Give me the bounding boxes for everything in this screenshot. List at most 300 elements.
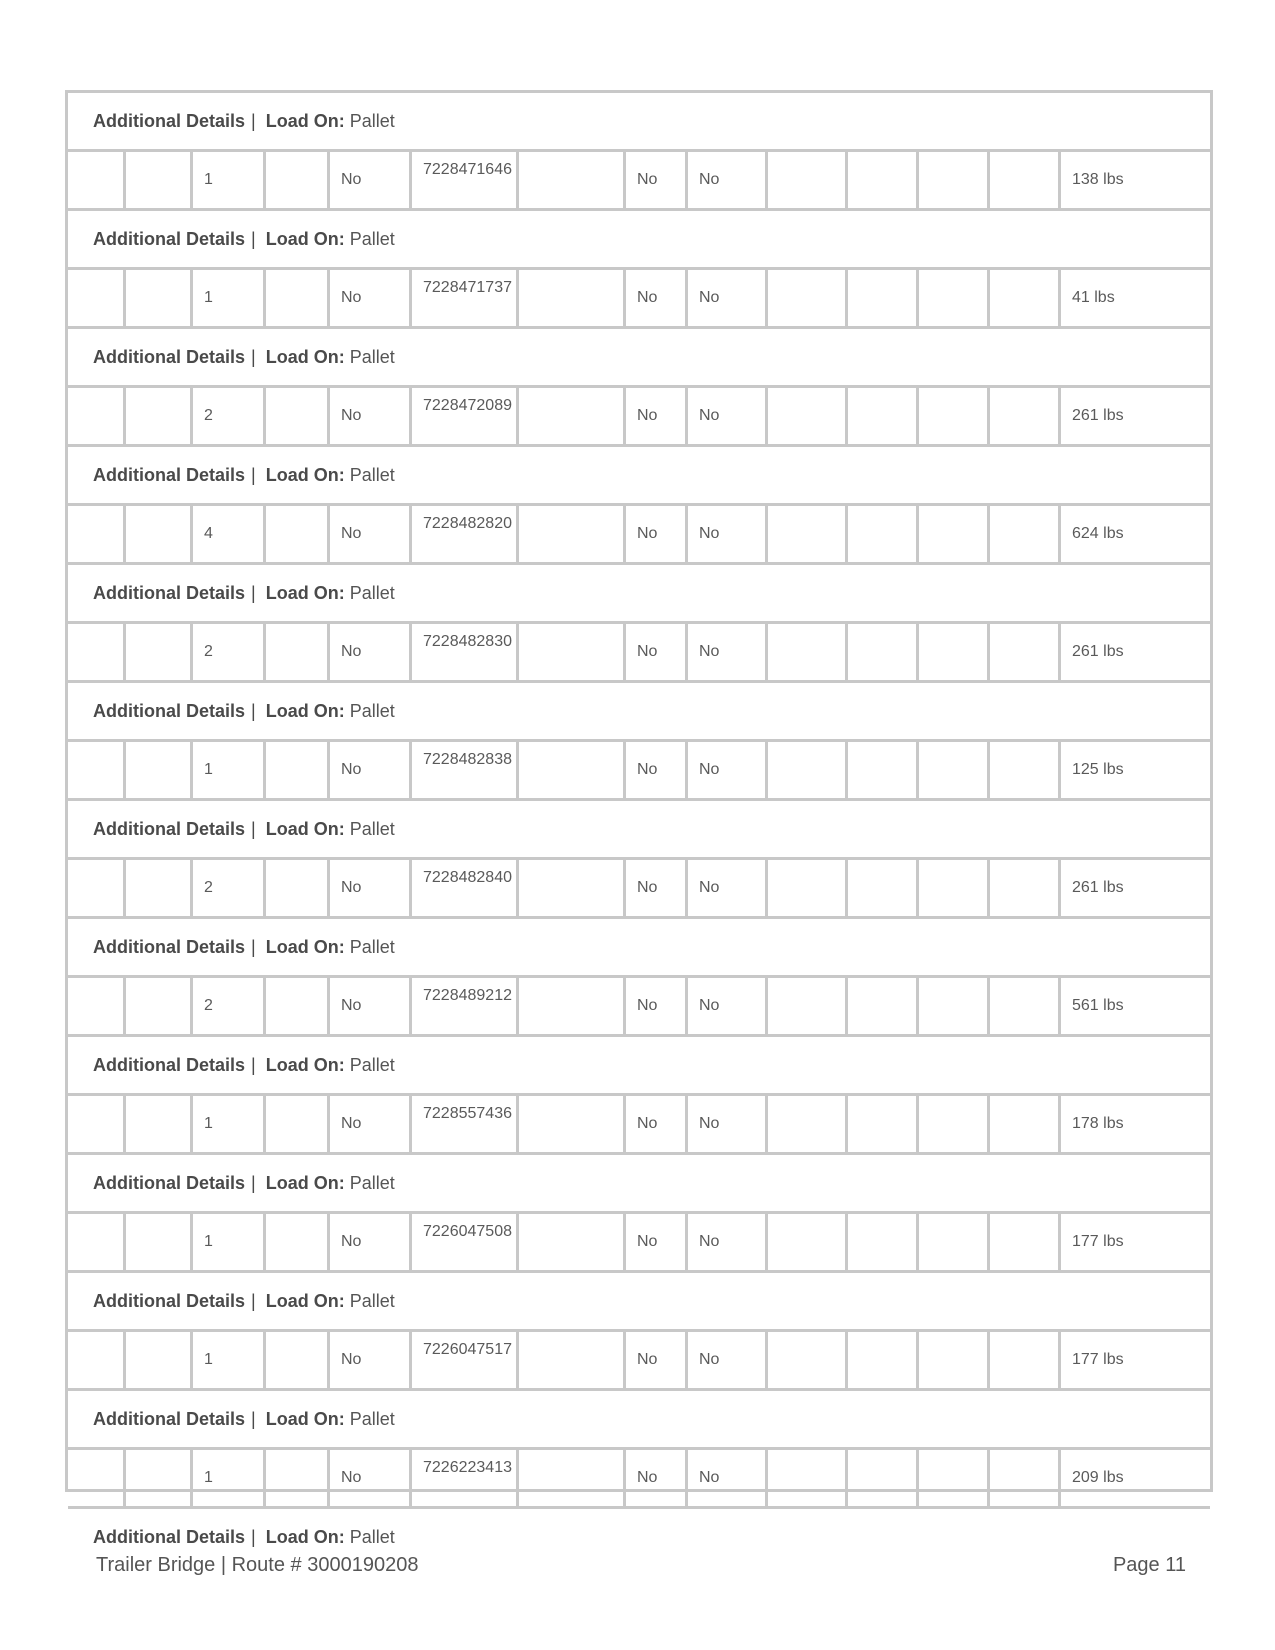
separator: |	[251, 1291, 256, 1311]
cell-value-flag1: No	[341, 643, 362, 660]
load-on-label: Load On:	[265, 1055, 345, 1075]
cell-empty	[519, 152, 623, 208]
cell-empty	[519, 1096, 623, 1152]
load-on-label: Load On:	[265, 701, 345, 721]
cell-empty	[768, 152, 845, 208]
cell-empty	[266, 1450, 327, 1506]
cell-value-weight: 261 lbs	[1072, 879, 1124, 896]
load-on-label: Load On:	[265, 1527, 345, 1547]
cell-value-flag3: No	[699, 1351, 720, 1368]
cell-value-flag2: No	[637, 643, 658, 660]
cell-empty	[768, 742, 845, 798]
cell-empty	[519, 388, 623, 444]
separator: |	[251, 229, 256, 249]
additional-details-label: Additional Details	[93, 1173, 246, 1193]
table-row	[68, 1214, 1210, 1270]
cell-value-flag1: No	[341, 525, 362, 542]
additional-details-text	[93, 329, 395, 385]
cell-flag2	[626, 978, 685, 1034]
cell-value-id: 7228482830	[423, 633, 512, 650]
cell-flag2	[626, 506, 685, 562]
additional-details-label: Additional Details	[93, 1055, 246, 1075]
cell-empty	[919, 1214, 987, 1270]
cell-empty	[848, 270, 916, 326]
load-on-label: Load On:	[265, 465, 345, 485]
additional-details-label: Additional Details	[93, 1291, 246, 1311]
additional-details-label: Additional Details	[93, 347, 246, 367]
additional-details-row	[68, 93, 1210, 149]
cell-flag1	[330, 1214, 409, 1270]
cell-empty	[68, 1214, 123, 1270]
cell-weight	[1061, 152, 1210, 208]
cell-flag1	[330, 1096, 409, 1152]
cell-flag2	[626, 1450, 685, 1506]
load-on-value: Pallet	[349, 111, 395, 131]
separator: |	[251, 1173, 256, 1193]
cell-flag2	[626, 860, 685, 916]
cell-empty	[68, 978, 123, 1034]
cell-value-qty: 2	[204, 643, 213, 660]
cell-empty	[266, 1214, 327, 1270]
cell-empty	[519, 624, 623, 680]
cell-id	[412, 506, 516, 562]
cell-empty	[919, 506, 987, 562]
load-on-value: Pallet	[349, 347, 395, 367]
additional-details-label: Additional Details	[93, 465, 246, 485]
cell-weight	[1061, 1214, 1210, 1270]
cell-id	[412, 1332, 516, 1388]
cell-empty	[919, 1332, 987, 1388]
cell-flag3	[688, 506, 765, 562]
cell-value-weight: 41 lbs	[1072, 289, 1115, 306]
cell-empty	[126, 270, 190, 326]
cell-empty	[266, 978, 327, 1034]
cell-id	[412, 978, 516, 1034]
table-row	[68, 1450, 1210, 1506]
additional-details-label: Additional Details	[93, 229, 246, 249]
load-on-value: Pallet	[349, 937, 395, 957]
cell-weight	[1061, 1096, 1210, 1152]
cell-empty	[919, 978, 987, 1034]
cell-empty	[919, 270, 987, 326]
footer-route: Trailer Bridge | Route # 3000190208	[96, 1554, 419, 1576]
additional-details-label: Additional Details	[93, 701, 246, 721]
separator: |	[251, 583, 256, 603]
additional-details-text	[93, 1273, 395, 1329]
cell-id	[412, 270, 516, 326]
cell-empty	[126, 860, 190, 916]
cell-value-flag2: No	[637, 879, 658, 896]
cell-value-id: 7228471737	[423, 279, 512, 296]
table-row	[68, 1096, 1210, 1152]
cell-qty	[193, 1214, 263, 1270]
load-on-label: Load On:	[265, 937, 345, 957]
cell-empty	[848, 1214, 916, 1270]
cell-weight	[1061, 1450, 1210, 1506]
cell-qty	[193, 742, 263, 798]
additional-details-row	[68, 329, 1210, 385]
cell-flag1	[330, 388, 409, 444]
additional-details-text	[93, 211, 395, 267]
cell-empty	[768, 1332, 845, 1388]
cell-empty	[848, 506, 916, 562]
cell-flag2	[626, 742, 685, 798]
cell-qty	[193, 624, 263, 680]
cell-id	[412, 624, 516, 680]
cell-id	[412, 1096, 516, 1152]
load-on-value: Pallet	[349, 229, 395, 249]
additional-details-label: Additional Details	[93, 1527, 246, 1547]
cell-empty	[68, 506, 123, 562]
additional-details-label: Additional Details	[93, 819, 246, 839]
cell-value-flag1: No	[341, 407, 362, 424]
cell-qty	[193, 388, 263, 444]
additional-details-text	[93, 565, 395, 621]
load-on-label: Load On:	[265, 583, 345, 603]
additional-details-label: Additional Details	[93, 583, 246, 603]
cell-value-weight: 177 lbs	[1072, 1351, 1124, 1368]
cell-empty	[519, 742, 623, 798]
cell-value-weight: 209 lbs	[1072, 1469, 1124, 1486]
additional-details-row	[68, 1037, 1210, 1093]
cell-empty	[519, 506, 623, 562]
cell-empty	[990, 860, 1058, 916]
cell-value-flag3: No	[699, 997, 720, 1014]
shipment-table	[65, 90, 1213, 1547]
additional-details-text	[93, 93, 395, 149]
page-number: Page 11	[1112, 1554, 1186, 1576]
load-on-label: Load On:	[265, 1291, 345, 1311]
separator: |	[251, 111, 256, 131]
cell-value-weight: 624 lbs	[1072, 525, 1124, 542]
load-on-value: Pallet	[349, 465, 395, 485]
cell-empty	[519, 1332, 623, 1388]
cell-value-qty: 2	[204, 407, 213, 424]
cell-empty	[266, 506, 327, 562]
cell-empty	[68, 388, 123, 444]
cell-value-qty: 4	[204, 525, 213, 542]
cell-empty	[126, 742, 190, 798]
cell-empty	[126, 1332, 190, 1388]
cell-empty	[990, 624, 1058, 680]
load-on-label: Load On:	[265, 229, 345, 249]
cell-value-flag2: No	[637, 997, 658, 1014]
cell-flag3	[688, 388, 765, 444]
cell-empty	[68, 270, 123, 326]
cell-id	[412, 1214, 516, 1270]
cell-value-flag3: No	[699, 289, 720, 306]
load-on-value: Pallet	[349, 701, 395, 721]
cell-value-flag2: No	[637, 1351, 658, 1368]
additional-details-row	[68, 919, 1210, 975]
cell-value-flag3: No	[699, 1233, 720, 1250]
cell-empty	[848, 624, 916, 680]
cell-value-qty: 2	[204, 879, 213, 896]
cell-empty	[848, 742, 916, 798]
cell-value-id: 7228557436	[423, 1105, 512, 1122]
cell-empty	[990, 1214, 1058, 1270]
cell-value-id: 7228482840	[423, 869, 512, 886]
cell-value-qty: 1	[204, 289, 213, 306]
additional-details-label: Additional Details	[93, 111, 246, 131]
cell-qty	[193, 1096, 263, 1152]
load-on-value: Pallet	[349, 819, 395, 839]
cell-flag3	[688, 152, 765, 208]
cell-empty	[990, 1450, 1058, 1506]
separator: |	[251, 819, 256, 839]
cell-value-id: 7226047508	[423, 1223, 512, 1240]
cell-empty	[519, 860, 623, 916]
additional-details-text	[93, 919, 395, 975]
cell-value-flag1: No	[341, 289, 362, 306]
cell-flag2	[626, 1214, 685, 1270]
additional-details-row	[68, 1391, 1210, 1447]
cell-weight	[1061, 978, 1210, 1034]
additional-details-row	[68, 801, 1210, 857]
cell-weight	[1061, 506, 1210, 562]
cell-flag3	[688, 860, 765, 916]
cell-empty	[266, 742, 327, 798]
cell-empty	[126, 1214, 190, 1270]
separator: |	[251, 1527, 256, 1547]
cell-value-flag3: No	[699, 643, 720, 660]
cell-id	[412, 388, 516, 444]
cell-empty	[768, 978, 845, 1034]
cell-empty	[848, 1450, 916, 1506]
cell-value-flag3: No	[699, 761, 720, 778]
cell-value-weight: 261 lbs	[1072, 407, 1124, 424]
cell-empty	[266, 270, 327, 326]
load-on-value: Pallet	[349, 583, 395, 603]
cell-value-flag2: No	[637, 1115, 658, 1132]
cell-flag2	[626, 1332, 685, 1388]
cell-value-qty: 1	[204, 761, 213, 778]
cell-qty	[193, 152, 263, 208]
cell-empty	[990, 978, 1058, 1034]
additional-details-label: Additional Details	[93, 1409, 246, 1429]
cell-weight	[1061, 1332, 1210, 1388]
separator: |	[251, 1409, 256, 1429]
load-on-label: Load On:	[265, 111, 345, 131]
cell-qty	[193, 506, 263, 562]
cell-empty	[990, 388, 1058, 444]
cell-flag1	[330, 152, 409, 208]
cell-value-flag3: No	[699, 525, 720, 542]
cell-value-flag1: No	[341, 1351, 362, 1368]
cell-weight	[1061, 860, 1210, 916]
cell-value-flag3: No	[699, 879, 720, 896]
cell-value-flag1: No	[341, 1115, 362, 1132]
cell-empty	[848, 388, 916, 444]
cell-value-flag1: No	[341, 1233, 362, 1250]
cell-empty	[266, 1332, 327, 1388]
table-row	[68, 978, 1210, 1034]
cell-value-flag2: No	[637, 171, 658, 188]
cell-id	[412, 742, 516, 798]
additional-details-row	[68, 683, 1210, 739]
cell-empty	[848, 152, 916, 208]
cell-value-id: 7228482820	[423, 515, 512, 532]
cell-flag1	[330, 860, 409, 916]
cell-flag3	[688, 978, 765, 1034]
cell-value-weight: 178 lbs	[1072, 1115, 1124, 1132]
cell-id	[412, 152, 516, 208]
cell-empty	[126, 624, 190, 680]
cell-flag2	[626, 624, 685, 680]
load-on-label: Load On:	[265, 1409, 345, 1429]
cell-empty	[126, 1096, 190, 1152]
cell-flag1	[330, 624, 409, 680]
cell-flag1	[330, 742, 409, 798]
cell-empty	[848, 978, 916, 1034]
cell-empty	[919, 152, 987, 208]
cell-value-id: 7228471646	[423, 161, 512, 178]
cell-flag1	[330, 1450, 409, 1506]
load-on-value: Pallet	[349, 1409, 395, 1429]
cell-weight	[1061, 388, 1210, 444]
load-on-label: Load On:	[265, 819, 345, 839]
cell-flag1	[330, 270, 409, 326]
cell-empty	[519, 978, 623, 1034]
cell-weight	[1061, 742, 1210, 798]
cell-value-qty: 1	[204, 1351, 213, 1368]
cell-empty	[266, 1096, 327, 1152]
cell-empty	[68, 1450, 123, 1506]
cell-value-flag1: No	[341, 1469, 362, 1486]
cell-empty	[768, 1450, 845, 1506]
table-row	[68, 624, 1210, 680]
cell-value-qty: 1	[204, 1469, 213, 1486]
separator: |	[251, 701, 256, 721]
cell-qty	[193, 860, 263, 916]
cell-value-id: 7228482838	[423, 751, 512, 768]
cell-value-flag2: No	[637, 1469, 658, 1486]
cell-empty	[68, 742, 123, 798]
cell-value-qty: 1	[204, 1115, 213, 1132]
additional-details-row	[68, 1155, 1210, 1211]
cell-value-id: 7226223413	[423, 1459, 512, 1476]
cell-value-flag3: No	[699, 1115, 720, 1132]
cell-value-id: 7228489212	[423, 987, 512, 1004]
cell-empty	[768, 270, 845, 326]
cell-value-flag1: No	[341, 761, 362, 778]
cell-empty	[768, 1214, 845, 1270]
cell-flag2	[626, 270, 685, 326]
load-on-value: Pallet	[349, 1173, 395, 1193]
cell-id	[412, 1450, 516, 1506]
cell-empty	[519, 1214, 623, 1270]
cell-value-flag1: No	[341, 171, 362, 188]
load-on-value: Pallet	[349, 1291, 395, 1311]
cell-flag3	[688, 1332, 765, 1388]
cell-value-qty: 1	[204, 171, 213, 188]
cell-value-flag3: No	[699, 1469, 720, 1486]
cell-value-flag3: No	[699, 171, 720, 188]
cell-flag2	[626, 388, 685, 444]
cell-value-weight: 261 lbs	[1072, 643, 1124, 660]
cell-value-flag2: No	[637, 761, 658, 778]
cell-empty	[768, 388, 845, 444]
cell-qty	[193, 978, 263, 1034]
cell-empty	[990, 742, 1058, 798]
cell-value-id: 7226047517	[423, 1341, 512, 1358]
cell-empty	[848, 860, 916, 916]
additional-details-text	[93, 447, 395, 503]
load-on-value: Pallet	[349, 1527, 395, 1547]
cell-empty	[919, 624, 987, 680]
cell-empty	[990, 1096, 1058, 1152]
table-row	[68, 506, 1210, 562]
cell-empty	[68, 1332, 123, 1388]
cell-empty	[768, 860, 845, 916]
cell-id	[412, 860, 516, 916]
separator: |	[251, 1055, 256, 1075]
cell-empty	[266, 860, 327, 916]
cell-value-id: 7228472089	[423, 397, 512, 414]
additional-details-text	[93, 1155, 395, 1211]
cell-flag2	[626, 1096, 685, 1152]
cell-flag2	[626, 152, 685, 208]
additional-details-text	[93, 683, 395, 739]
cell-empty	[768, 1096, 845, 1152]
separator: |	[251, 465, 256, 485]
cell-empty	[68, 860, 123, 916]
cell-value-flag2: No	[637, 525, 658, 542]
cell-flag1	[330, 978, 409, 1034]
additional-details-text	[93, 801, 395, 857]
cell-empty	[919, 860, 987, 916]
cell-flag3	[688, 270, 765, 326]
cell-empty	[768, 506, 845, 562]
cell-empty	[126, 388, 190, 444]
cell-empty	[990, 270, 1058, 326]
cell-value-flag2: No	[637, 1233, 658, 1250]
cell-flag1	[330, 1332, 409, 1388]
cell-value-weight: 125 lbs	[1072, 761, 1124, 778]
cell-qty	[193, 270, 263, 326]
cell-empty	[990, 1332, 1058, 1388]
cell-value-weight: 561 lbs	[1072, 997, 1124, 1014]
cell-empty	[266, 388, 327, 444]
cell-empty	[848, 1332, 916, 1388]
cell-weight	[1061, 270, 1210, 326]
cell-flag3	[688, 624, 765, 680]
cell-value-weight: 138 lbs	[1072, 171, 1124, 188]
additional-details-row	[68, 447, 1210, 503]
cell-value-weight: 177 lbs	[1072, 1233, 1124, 1250]
cell-empty	[768, 624, 845, 680]
cell-value-flag1: No	[341, 879, 362, 896]
cell-empty	[919, 1096, 987, 1152]
cell-empty	[848, 1096, 916, 1152]
cell-value-flag3: No	[699, 407, 720, 424]
cell-empty	[266, 624, 327, 680]
cell-value-flag1: No	[341, 997, 362, 1014]
cell-weight	[1061, 624, 1210, 680]
additional-details-label: Additional Details	[93, 937, 246, 957]
cell-empty	[919, 1450, 987, 1506]
separator: |	[251, 347, 256, 367]
cell-flag3	[688, 742, 765, 798]
cell-empty	[519, 1450, 623, 1506]
cell-qty	[193, 1450, 263, 1506]
cell-flag3	[688, 1214, 765, 1270]
additional-details-row	[68, 1273, 1210, 1329]
table-row	[68, 388, 1210, 444]
additional-details-row	[68, 211, 1210, 267]
additional-details-row	[68, 565, 1210, 621]
cell-empty	[68, 152, 123, 208]
